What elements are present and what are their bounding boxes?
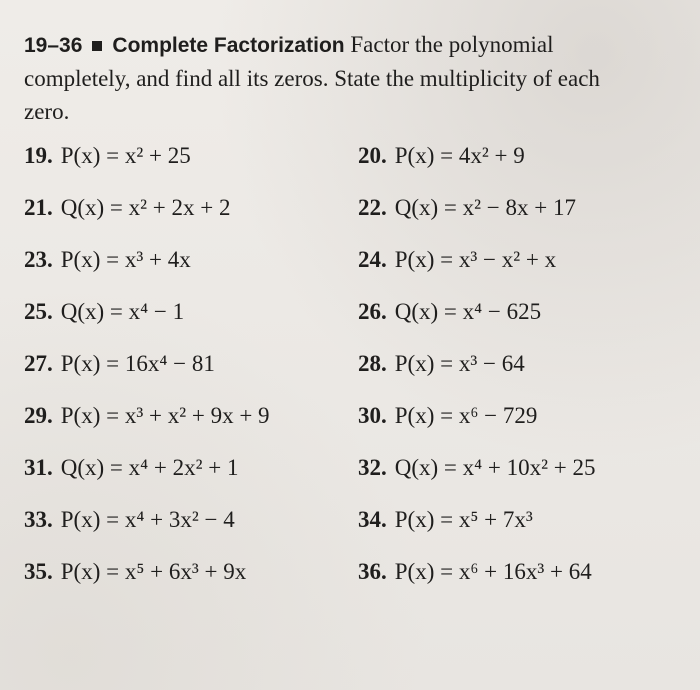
problem-35: 35. P(x) = x⁵ + 6x³ + 9x (24, 559, 247, 584)
problem-21: 21. Q(x) = x² + 2x + 2 (24, 195, 231, 220)
exercise-header (24, 28, 644, 128)
problem-grid (24, 130, 684, 598)
problem-30: 30. P(x) = x⁶ − 729 (358, 403, 538, 428)
problem-31: 31. Q(x) = x⁴ + 2x² + 1 (24, 455, 239, 480)
problem-row (24, 494, 684, 546)
problem-row (24, 338, 684, 390)
problem-32: 32. Q(x) = x⁴ + 10x² + 25 (358, 455, 596, 480)
problem-19: 19. P(x) = x² + 25 (24, 143, 191, 168)
problem-row (24, 130, 684, 182)
problem-row (24, 286, 684, 338)
problem-36: 36. P(x) = x⁶ + 16x³ + 64 (358, 559, 592, 584)
problem-20: 20. P(x) = 4x² + 9 (358, 143, 525, 168)
problem-27: 27. P(x) = 16x⁴ − 81 (24, 351, 215, 376)
problem-row (24, 234, 684, 286)
exercise-instructions: Factor the polynomial completely, and find all its zeros. State the multiplicity of each zero. (24, 32, 600, 124)
problem-23: 23. P(x) = x³ + 4x (24, 247, 191, 272)
problem-row (24, 182, 684, 234)
problem-22: 22. Q(x) = x² − 8x + 17 (358, 195, 576, 220)
problem-row (24, 390, 684, 442)
problem-34: 34. P(x) = x⁵ + 7x³ (358, 507, 533, 532)
problem-row (24, 546, 684, 598)
problem-25: 25. Q(x) = x⁴ − 1 (24, 299, 185, 324)
square-bullet-icon (92, 41, 102, 51)
exercise-topic: Complete Factorization (112, 34, 345, 57)
problem-row (24, 442, 684, 494)
problem-33: 33. P(x) = x⁴ + 3x² − 4 (24, 507, 235, 532)
problem-28: 28. P(x) = x³ − 64 (358, 351, 525, 376)
problem-24: 24. P(x) = x³ − x² + x (358, 247, 557, 272)
problem-26: 26. Q(x) = x⁴ − 625 (358, 299, 542, 324)
exercise-range: 19–36 (24, 34, 83, 57)
problem-29: 29. P(x) = x³ + x² + 9x + 9 (24, 403, 270, 428)
